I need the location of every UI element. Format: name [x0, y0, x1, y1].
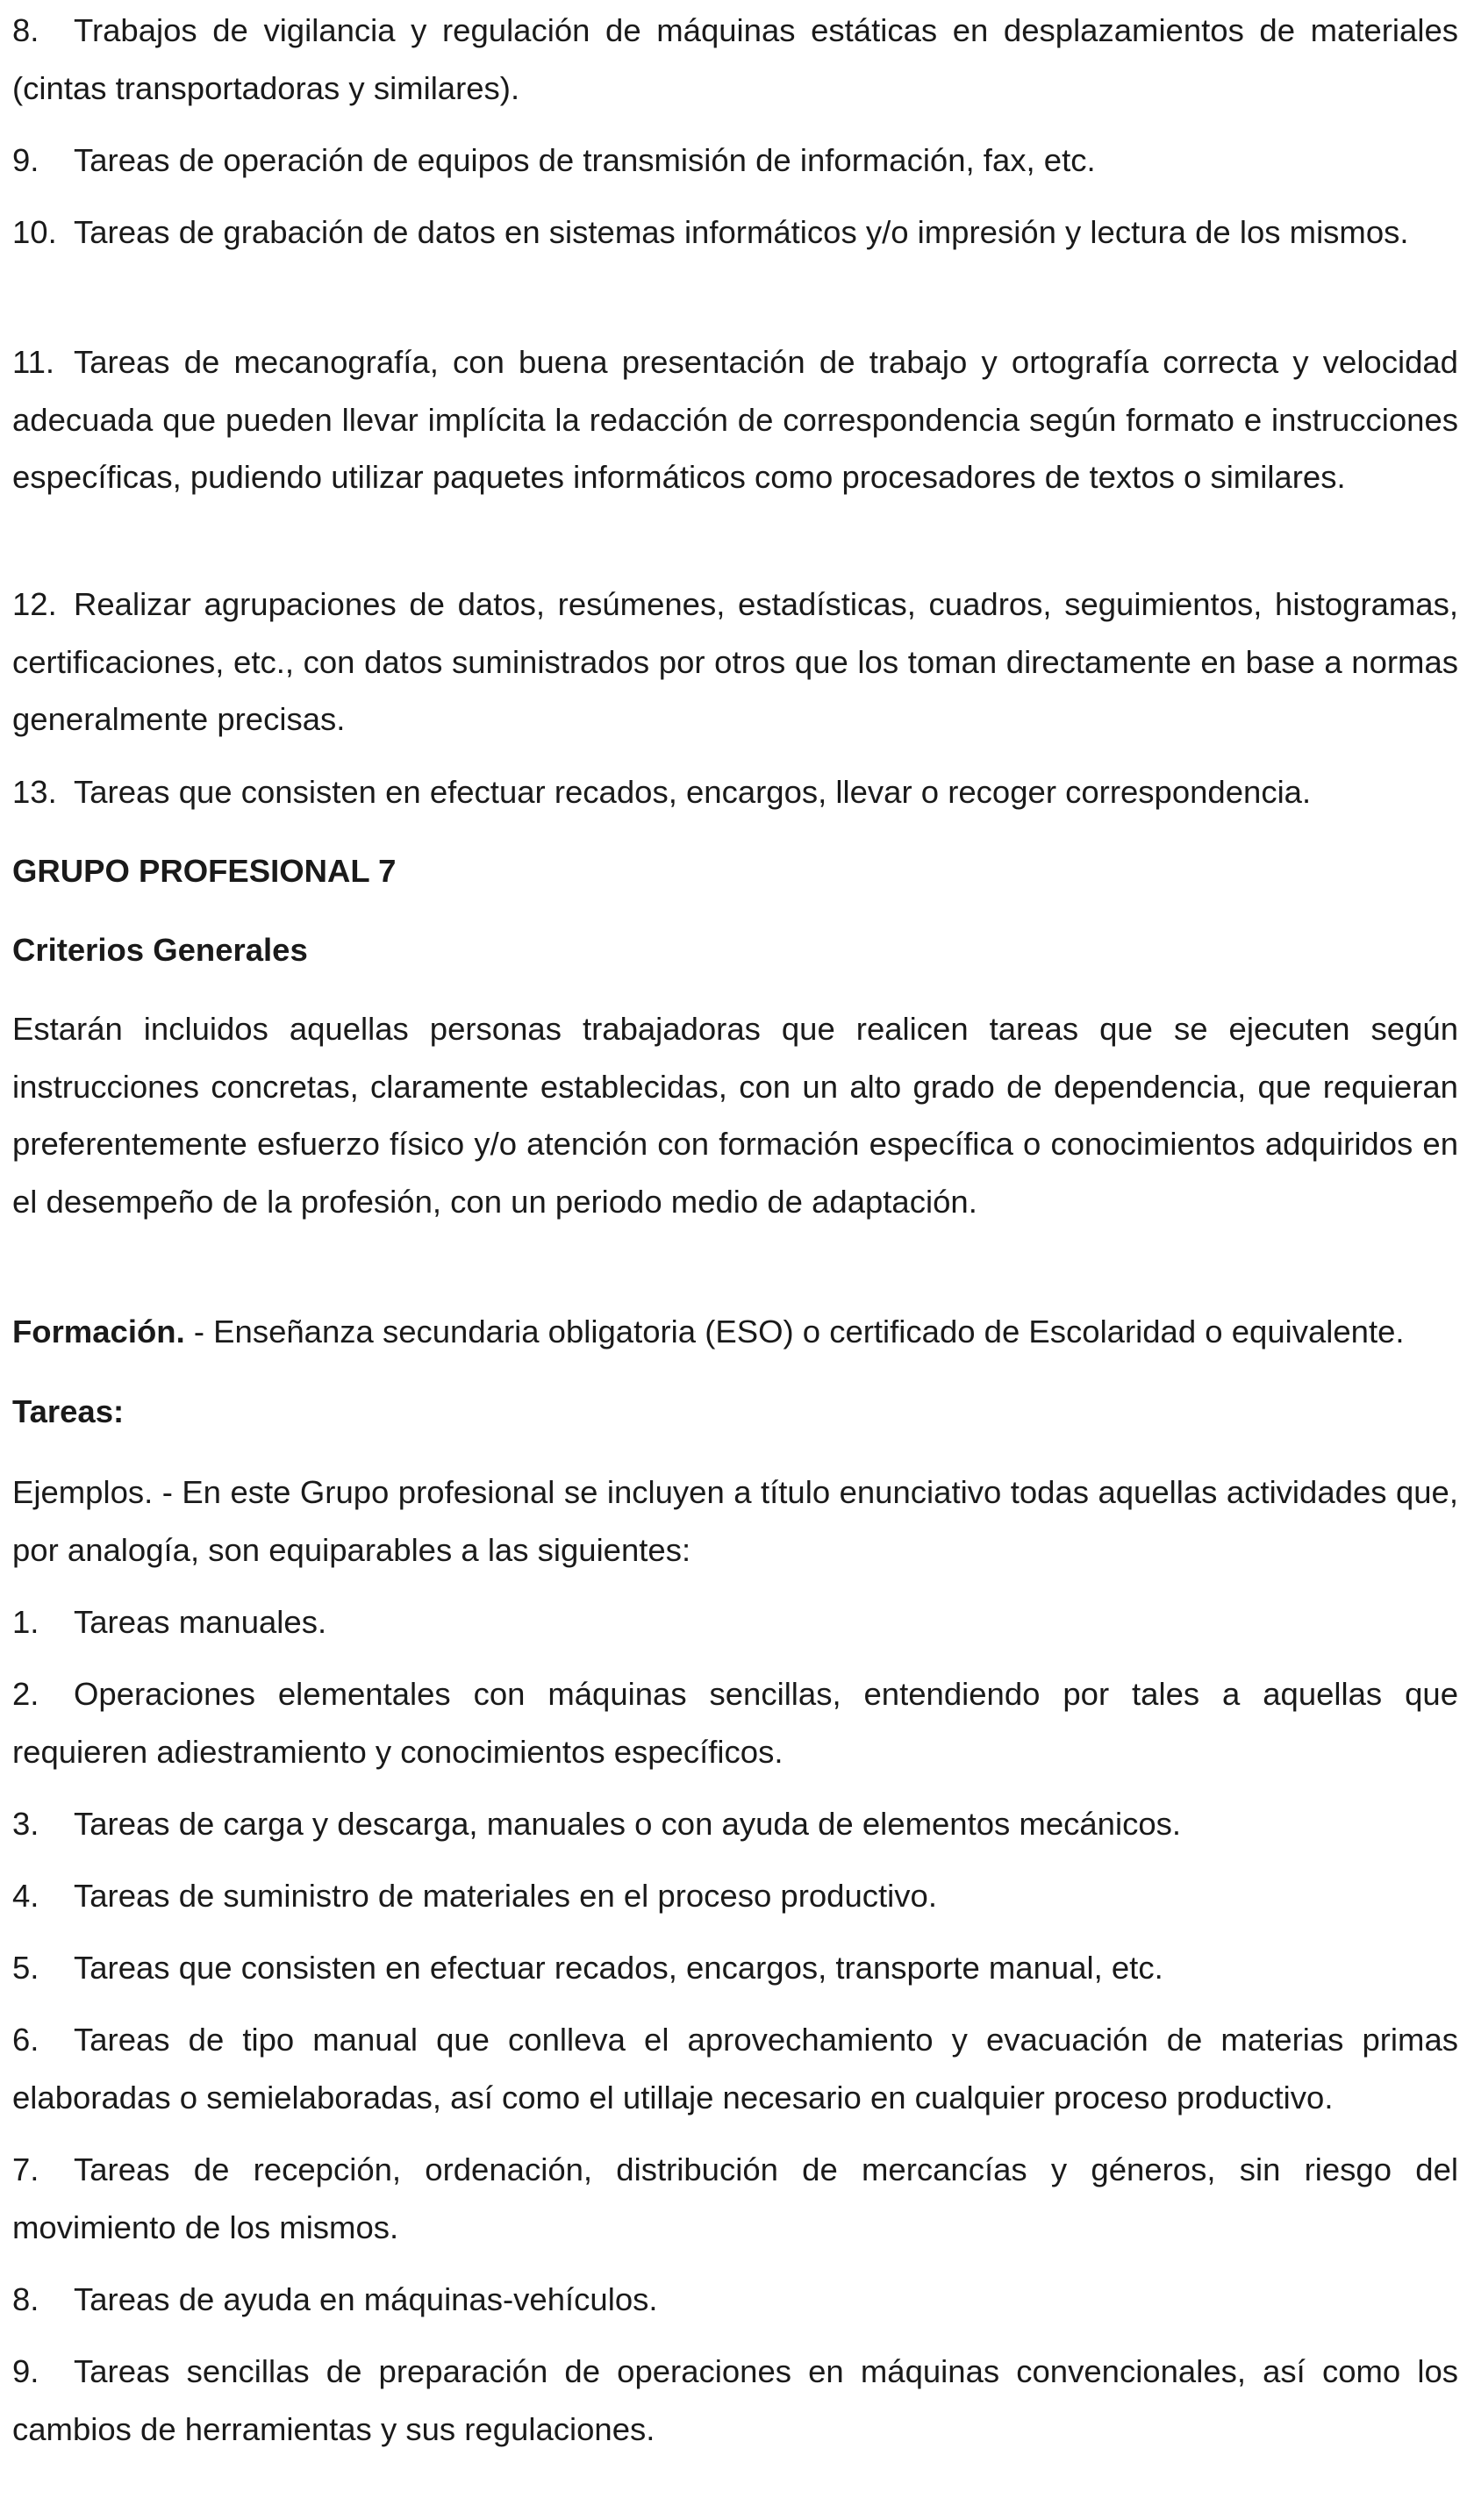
list-item-text: Tareas de grabación de datos en sistemas informáticos y/o impresión y lectura de los mismos. [74, 214, 1409, 250]
list-item-number: 10. [12, 214, 57, 250]
criteria-title: Criterios Generales [12, 932, 308, 968]
list-item [12, 1593, 1458, 1651]
list-item [12, 132, 1458, 190]
list-item-text: Tareas de tipo manual que conlleva el aprovechamiento y evacuación de materias primas elaboradas o semielaboradas, así como el utillaje necesario en cualquier proceso productivo. [12, 2022, 1458, 2116]
list-item-number: 4. [12, 1878, 39, 1914]
list-item-text: Tareas de suministro de materiales en el proceso productivo. [74, 1878, 937, 1914]
list-item-text: Tareas de operación de equipos de transmisión de información, fax, etc. [74, 142, 1096, 178]
list-item [12, 1867, 1458, 1925]
list-item-text: Tareas de carga y descarga, manuales o con ayuda de elementos mecánicos. [74, 1806, 1182, 1842]
list-item [12, 2271, 1458, 2329]
list-item [12, 1795, 1458, 1853]
list-item-number: 5. [12, 1950, 39, 1986]
list-item-number: 1. [12, 1604, 39, 1640]
list-item-number: 3. [12, 1806, 39, 1842]
list-item-number: 2. [12, 1676, 39, 1712]
list-item-text: Tareas sencillas de preparación de operaciones en máquinas convencionales, así como los cambios de herramientas y sus regulaciones. [12, 2353, 1458, 2447]
formation-label: Formación. [12, 1314, 185, 1349]
list-item-text: Tareas de mecanografía, con buena presentación de trabajo y ortografía correcta y velocidad adecuada que pueden llevar implícita la redacción de correspondencia según formato e instrucciones específicas, pudiendo utilizar paquetes informáticos como procesadores de textos o similares. [12, 344, 1458, 495]
list-item-text: Trabajos de vigilancia y regulación de máquinas estáticas en desplazamientos de materiales (cintas transportadoras y similares). [12, 12, 1458, 106]
list-item-number: 13. [12, 774, 57, 810]
list-item-number: 6. [12, 2022, 39, 2058]
list-item [12, 763, 1458, 821]
list-item [12, 1665, 1458, 1780]
list-item-number: 12. [12, 586, 57, 622]
list-item-text: Operaciones elementales con máquinas sencillas, entendiendo por tales a aquellas que requieren adiestramiento y conocimientos específicos. [12, 1676, 1458, 1770]
list-item-number: 7. [12, 2151, 39, 2187]
list-item [12, 1939, 1458, 1997]
examples-paragraph: Ejemplos. - En este Grupo profesional se incluyen a título enunciativo todas aquellas actividades que, por analogía, son equiparables a las siguientes: [12, 1474, 1458, 1568]
list-item-number: 8. [12, 12, 39, 48]
list-item [12, 2, 1458, 117]
list-item-text: Tareas de recepción, ordenación, distribución de mercancías y géneros, sin riesgo del movimiento de los mismos. [12, 2151, 1458, 2245]
list-item-text: Tareas manuales. [74, 1604, 327, 1640]
list-item-text: Tareas que consisten en efectuar recados, encargos, transporte manual, etc. [74, 1950, 1163, 1986]
tasks-title: Tareas: [12, 1393, 125, 1429]
list-item-number: 8. [12, 2281, 39, 2317]
group-title: GRUPO PROFESIONAL 7 [12, 853, 397, 889]
list-item [12, 2011, 1458, 2126]
criteria-paragraph: Estarán incluidos aquellas personas trabajadoras que realicen tareas que se ejecuten según instrucciones concretas, claramente establecidas, con un alto grado de dependencia, que requieran preferentemente esfuerzo físico y/o atención con formación específica o conocimientos adquiridos en el desempeño de la profesión, con un periodo medio de adaptación. [12, 1011, 1458, 1220]
list-item-text: Realizar agrupaciones de datos, resúmenes, estadísticas, cuadros, seguimientos, histogramas, certificaciones, etc., con datos suministrados por otros que los toman directamente en base a normas generalmente precisas. [12, 586, 1458, 737]
list-item [12, 204, 1458, 261]
list-item-number: 9. [12, 142, 39, 178]
list-item-number: 9. [12, 2353, 39, 2389]
list-item [12, 2343, 1458, 2458]
list-item-text: Tareas de ayuda en máquinas-vehículos. [74, 2281, 658, 2317]
list-item [12, 576, 1458, 748]
formation-paragraph [12, 1303, 1458, 1361]
formation-text: - Enseñanza secundaria obligatoria (ESO) o certificado de Escolaridad o equivalente. [184, 1314, 1405, 1349]
list-item [12, 2141, 1458, 2256]
list-item-number: 11. [12, 344, 55, 380]
list-item-text: Tareas que consisten en efectuar recados, encargos, llevar o recoger correspondencia. [74, 774, 1312, 810]
list-item [12, 333, 1458, 506]
